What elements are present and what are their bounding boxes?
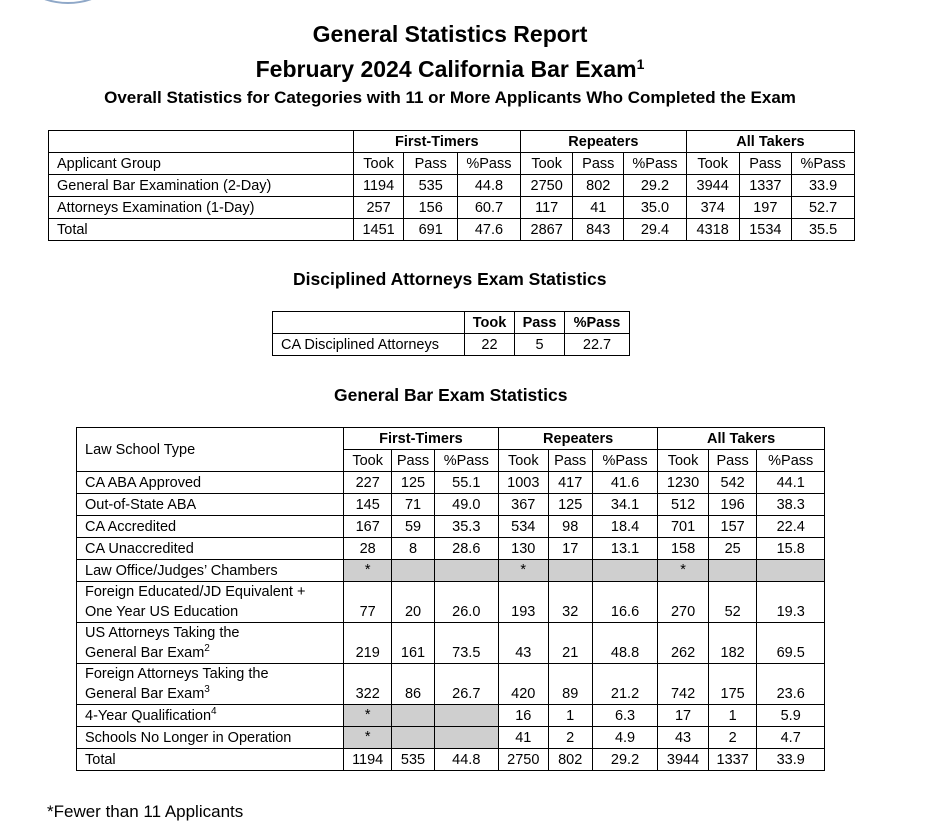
value-cell: 167 [343,516,392,538]
value-cell: 26.7 [434,664,498,705]
value-cell: 35.0 [624,197,687,219]
value-cell: 86 [392,664,434,705]
value-cell: 52 [708,582,757,623]
value-cell: 52.7 [792,197,855,219]
row-label [77,664,344,705]
row-label: Out-of-State ABA [77,494,344,516]
footnote-marker: 3 [204,684,210,695]
value-cell: 156 [404,197,458,219]
value-cell: 125 [392,472,434,494]
value-cell: 843 [573,219,624,241]
column-header: Pass [573,153,624,175]
table-row [77,582,825,623]
value-cell: 257 [353,197,404,219]
value-cell: 512 [658,494,709,516]
report-title: General Statistics Report [312,21,588,47]
column-header: %Pass [434,450,498,472]
row-label [77,582,344,623]
value-cell: 16 [498,705,548,727]
value-cell: 3944 [658,749,709,771]
value-cell: 44.8 [458,175,521,197]
value-cell: 77 [343,582,392,623]
value-cell: 28.6 [434,538,498,560]
value-cell: 44.8 [434,749,498,771]
row-label: Law Office/Judges’ Chambers [77,560,344,582]
column-header: Took [686,153,739,175]
value-cell: 4318 [686,219,739,241]
value-cell: 60.7 [458,197,521,219]
header-blank-cell [49,131,354,153]
row-label: CA Accredited [77,516,344,538]
general-bar-title: General Bar Exam Statistics [334,385,568,405]
fewer-than-11-marker: * [343,727,392,749]
value-cell: 196 [708,494,757,516]
value-cell: 542 [708,472,757,494]
value-cell: 47.6 [458,219,521,241]
value-cell: 175 [708,664,757,705]
value-cell: 6.3 [592,705,657,727]
masked-cell [592,560,657,582]
value-cell: 125 [548,494,592,516]
fewer-than-11-marker: * [343,705,392,727]
value-cell: 43 [498,623,548,664]
table-row [77,623,825,664]
value-cell: 41 [573,197,624,219]
value-cell: 2750 [498,749,548,771]
value-cell: 69.5 [757,623,825,664]
column-header: Took [658,450,709,472]
law-school-type-header: Law School Type [77,428,344,472]
value-cell: 15.8 [757,538,825,560]
value-cell: 158 [658,538,709,560]
row-label: Schools No Longer in Operation [77,727,344,749]
fewer-than-11-marker: * [658,560,709,582]
general-bar-exam-table [76,427,825,771]
value-cell: 44.1 [757,472,825,494]
value-cell: 2867 [520,219,573,241]
column-header: %Pass [458,153,521,175]
value-cell: 701 [658,516,709,538]
value-cell: 35.5 [792,219,855,241]
value-cell: 28 [343,538,392,560]
value-cell: 26.0 [434,582,498,623]
value-cell: 535 [392,749,434,771]
value-cell: 130 [498,538,548,560]
group-repeaters: Repeaters [498,428,657,450]
value-cell: 25 [708,538,757,560]
value-cell: 193 [498,582,548,623]
footnote: *Fewer than 11 Applicants [47,802,244,821]
row-label-line: One Year US Education [85,604,239,620]
column-header: %Pass [592,450,657,472]
value-cell: 4.9 [592,727,657,749]
table-row [49,197,855,219]
row-label: Total [77,749,344,771]
col-pass: Pass [515,312,565,334]
value-cell: 4.7 [757,727,825,749]
row-label: Attorneys Examination (1-Day) [49,197,354,219]
column-header: %Pass [757,450,825,472]
row-label: 4-Year Qualification$^4$ [77,705,344,727]
value-cell: 21 [548,623,592,664]
masked-cell [434,560,498,582]
column-header: Took [353,153,404,175]
value-cell: 219 [343,623,392,664]
table-row [77,749,825,771]
col-pct-pass: %Pass [565,312,630,334]
column-header: Pass [708,450,757,472]
table-row [77,472,825,494]
table-row [49,219,855,241]
value-cell: 34.1 [592,494,657,516]
masked-cell [434,705,498,727]
table-row [77,664,825,705]
table-row [77,727,825,749]
column-header: Pass [392,450,434,472]
row-label: General Bar Examination (2-Day) [49,175,354,197]
value-cell: 55.1 [434,472,498,494]
group-first-timers: First-Timers [343,428,498,450]
value-cell: 5 [515,334,565,356]
table-row [77,560,825,582]
value-cell: 32 [548,582,592,623]
value-cell: 1337 [708,749,757,771]
value-cell: 1 [548,705,592,727]
value-cell: 227 [343,472,392,494]
footnote-marker: 4 [211,705,217,717]
header-blank-cell [273,312,465,334]
value-cell: 41.6 [592,472,657,494]
value-cell: 802 [573,175,624,197]
row-label-line: Foreign Educated/JD Equivalent + [85,584,306,600]
value-cell: 5.9 [757,705,825,727]
value-cell: 35.3 [434,516,498,538]
value-cell: 38.3 [757,494,825,516]
masked-cell [757,560,825,582]
value-cell: 367 [498,494,548,516]
value-cell: 73.5 [434,623,498,664]
disciplined-header-row [273,312,630,334]
applicant-group-header: Applicant Group [49,153,354,175]
value-cell: 117 [520,197,573,219]
masked-cell [392,727,434,749]
value-cell: 19.3 [757,582,825,623]
value-cell: 8 [392,538,434,560]
value-cell: 157 [708,516,757,538]
general-group-header-row [77,428,825,450]
disciplined-data-row [273,334,630,356]
overall-statistics-table [48,130,855,241]
value-cell: 22.4 [757,516,825,538]
value-cell: 145 [343,494,392,516]
value-cell: 13.1 [592,538,657,560]
value-cell: 691 [404,219,458,241]
report-description: Overall Statistics for Categories with 11 or More Applicants Who Completed the Exam [104,88,796,107]
column-header: Took [498,450,548,472]
value-cell: 322 [343,664,392,705]
value-cell: 1 [708,705,757,727]
value-cell: 1337 [739,175,792,197]
value-cell: 17 [548,538,592,560]
group-first-timers: First-Timers [353,131,520,153]
fewer-than-11-marker: * [498,560,548,582]
value-cell: 420 [498,664,548,705]
row-label-line: General Bar Exam$^2$ [85,643,210,661]
value-cell: 182 [708,623,757,664]
disciplined-attorneys-table [272,311,630,356]
state-bar-seal-logo [8,0,128,4]
value-cell: 98 [548,516,592,538]
column-header: Pass [739,153,792,175]
table-row [77,705,825,727]
fewer-than-11-marker: * [343,560,392,582]
value-cell: 17 [658,705,709,727]
value-cell: 1003 [498,472,548,494]
value-cell: 1230 [658,472,709,494]
value-cell: 33.9 [757,749,825,771]
row-label: CA ABA Approved [77,472,344,494]
value-cell: 2750 [520,175,573,197]
value-cell: 33.9 [792,175,855,197]
value-cell: 535 [404,175,458,197]
report-subtitle: February 2024 California Bar Exam$^1$ [255,56,645,82]
row-label [77,623,344,664]
masked-cell [708,560,757,582]
overall-column-header-row [49,153,855,175]
masked-cell [392,705,434,727]
value-cell: 59 [392,516,434,538]
masked-cell [434,727,498,749]
row-label: Total [49,219,354,241]
value-cell: 262 [658,623,709,664]
value-cell: 742 [658,664,709,705]
value-cell: 374 [686,197,739,219]
row-label-line: Foreign Attorneys Taking the [85,666,269,682]
value-cell: 802 [548,749,592,771]
column-header: Took [343,450,392,472]
column-header: %Pass [792,153,855,175]
row-label-line: US Attorneys Taking the [85,625,240,641]
column-header: Pass [548,450,592,472]
masked-cell [392,560,434,582]
value-cell: 21.2 [592,664,657,705]
value-cell: 20 [392,582,434,623]
value-cell: 1194 [353,175,404,197]
value-cell: 1534 [739,219,792,241]
value-cell: 48.8 [592,623,657,664]
value-cell: 49.0 [434,494,498,516]
value-cell: 89 [548,664,592,705]
value-cell: 16.6 [592,582,657,623]
column-header: Took [520,153,573,175]
value-cell: 41 [498,727,548,749]
row-label: CA Disciplined Attorneys [273,334,465,356]
value-cell: 22.7 [565,334,630,356]
value-cell: 1194 [343,749,392,771]
table-row [77,494,825,516]
group-all-takers: All Takers [686,131,854,153]
value-cell: 417 [548,472,592,494]
value-cell: 29.2 [592,749,657,771]
row-label-line: General Bar Exam$^3$ [85,684,210,702]
column-header: Pass [404,153,458,175]
value-cell: 22 [465,334,515,356]
overall-group-header-row [49,131,855,153]
row-label: CA Unaccredited [77,538,344,560]
table-row [49,175,855,197]
value-cell: 23.6 [757,664,825,705]
disciplined-title: Disciplined Attorneys Exam Statistics [293,269,607,289]
value-cell: 18.4 [592,516,657,538]
group-all-takers: All Takers [658,428,825,450]
value-cell: 43 [658,727,709,749]
value-cell: 534 [498,516,548,538]
value-cell: 3944 [686,175,739,197]
masked-cell [548,560,592,582]
col-took: Took [465,312,515,334]
value-cell: 71 [392,494,434,516]
value-cell: 29.2 [624,175,687,197]
footnote-marker: 2 [204,643,210,654]
value-cell: 29.4 [624,219,687,241]
value-cell: 197 [739,197,792,219]
value-cell: 2 [708,727,757,749]
group-repeaters: Repeaters [520,131,686,153]
column-header: %Pass [624,153,687,175]
table-row [77,516,825,538]
value-cell: 1451 [353,219,404,241]
value-cell: 2 [548,727,592,749]
value-cell: 270 [658,582,709,623]
table-row [77,538,825,560]
value-cell: 161 [392,623,434,664]
